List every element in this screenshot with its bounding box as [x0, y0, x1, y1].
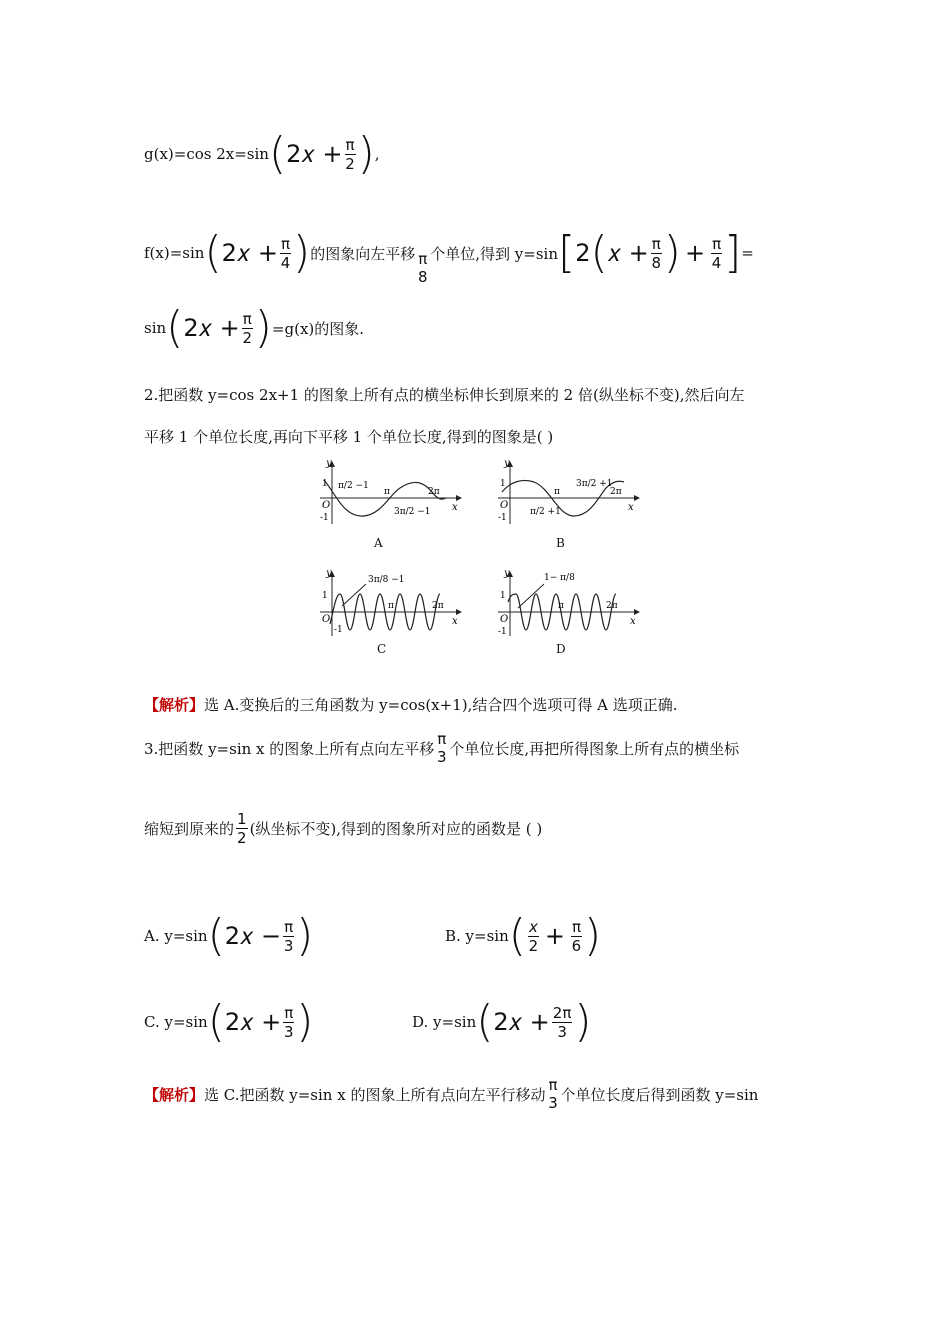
graph-c	[316, 568, 466, 638]
line2-suffix: =	[741, 244, 754, 262]
fraction-pi-over-3: π 3	[437, 730, 447, 766]
line3-prefix: sin	[144, 319, 167, 337]
expr-2x-plus: 2𝑥 +	[286, 140, 343, 168]
expr-2x-minus: 2𝑥 −	[224, 922, 282, 950]
left-paren: (	[268, 128, 287, 179]
left-paren: (	[207, 910, 225, 961]
fraction-pi-over-8: $\frac{\pi}{8}$	[651, 234, 662, 272]
origin-label: O	[500, 614, 509, 625]
tick-2pi: 2π	[610, 487, 622, 497]
annot-c: 3π/8 −1	[368, 575, 405, 585]
tick-pi: π	[384, 487, 390, 497]
option-a	[144, 910, 314, 961]
q2-text1: 2.把函数 y=cos 2x+1 的图象上所有点的横坐标伸长到原来的 2 倍(纵坐标不变),然后向左	[144, 386, 745, 404]
option-c	[144, 996, 314, 1047]
axis-x-label: x	[452, 616, 458, 627]
line1-prefix: g(x)=cos 2x=sin	[144, 145, 269, 163]
q3-text-line-1	[144, 730, 739, 766]
right-paren: )	[357, 128, 375, 179]
left-paren: (	[204, 227, 222, 278]
fraction-2pi-over-3: $\frac{2\pi}{3}$	[552, 1003, 572, 1041]
q3-text1b: 个单位长度,再把所得图象上所有点的横坐标	[449, 739, 740, 758]
expr-2x-plus: 2𝑥 +	[493, 1008, 550, 1036]
line2-prefix: f(x)=sin	[144, 244, 205, 262]
origin-label: O	[500, 500, 509, 511]
origin-label: O	[322, 500, 331, 511]
fraction-x-over-2: $\frac{x}{2}$	[528, 917, 539, 955]
tick-pi: π	[554, 487, 560, 497]
option-a-prefix: A. y=sin	[144, 927, 208, 945]
fraction-pi-over-8: π 8	[417, 250, 428, 286]
answer-tag: 【解析】	[144, 696, 205, 714]
q2-answer-text: 选 A.变换后的三角函数为 y=cos(x+1),结合四个选项可得 A 选项正确.	[204, 696, 678, 714]
line2-mid1: 的图象向左平移	[310, 244, 416, 263]
q3-text2a: 缩短到原来的	[144, 820, 235, 838]
fraction-pi-over-4: $\frac{\pi}{4}$	[280, 234, 291, 272]
solution-line-1	[144, 128, 380, 179]
annot-a2: 3π/2 −1	[394, 507, 431, 517]
tick-1: 1	[500, 479, 506, 489]
axis-x-label: x	[630, 616, 636, 627]
option-d-prefix: D. y=sin	[412, 1013, 477, 1031]
right-paren: )	[296, 996, 314, 1047]
q2-text-line-2	[144, 426, 553, 447]
fraction-pi-over-2: $\frac{\pi}{2}$	[242, 309, 252, 347]
q2-text-line-1	[144, 384, 744, 405]
annot-b1: π/2 +1	[530, 507, 561, 517]
right-paren: )	[574, 996, 592, 1047]
line3-suffix: =g(x)的图象.	[271, 319, 365, 338]
tick-neg1: -1	[498, 513, 507, 523]
axis-y-label: y	[326, 568, 332, 579]
tick-pi: π	[558, 601, 564, 611]
q3-answer	[144, 1076, 758, 1112]
graph-a-label: A	[374, 536, 383, 550]
tick-pi: π	[388, 601, 394, 611]
left-paren: (	[590, 227, 608, 278]
q2-answer	[144, 694, 678, 715]
left-bracket: [	[558, 227, 576, 278]
line2-mid2: 个单位,得到 y=sin	[430, 244, 559, 263]
option-c-prefix: C. y=sin	[144, 1013, 208, 1031]
annot-d: 1− π/8	[544, 573, 575, 583]
expr-2: 2	[575, 239, 591, 267]
fraction-pi-over-3: π 3	[548, 1076, 558, 1112]
right-bracket: ]	[724, 227, 742, 278]
right-paren: )	[663, 227, 681, 278]
tick-2pi: 2π	[432, 601, 444, 611]
left-paren: (	[476, 996, 494, 1047]
annot-a1: π/2 −1	[338, 481, 369, 491]
right-paren: )	[293, 227, 311, 278]
expr-2x-plus: 2𝑥 +	[183, 314, 240, 342]
fraction-pi-over-2: $\frac{\pi}{2}$	[345, 135, 355, 173]
tick-neg1: -1	[498, 627, 507, 637]
expr-plus: +	[544, 922, 565, 950]
origin-label: O	[322, 614, 331, 625]
graph-d-label: D	[556, 642, 566, 656]
graph-d	[494, 568, 644, 638]
expr-plus: +	[684, 239, 706, 267]
fraction-pi-over-6: $\frac{\pi}{6}$	[571, 917, 582, 955]
annot-b2: 3π/2 +1	[576, 479, 613, 489]
q3-text2b: (纵坐标不变),得到的图象所对应的函数是 ( )	[249, 820, 543, 838]
q3-text-line-2	[144, 810, 542, 847]
answer-tag: 【解析】	[144, 1085, 205, 1104]
option-b	[445, 910, 602, 961]
solution-line-2	[144, 220, 754, 286]
graph-b-label: B	[556, 536, 565, 550]
option-d	[412, 996, 592, 1047]
q2-text2: 平移 1 个单位长度,再向下平移 1 个单位长度,得到的图象是( )	[144, 428, 554, 446]
tick-2pi: 2π	[428, 487, 440, 497]
left-paren: (	[207, 996, 225, 1047]
left-paren: (	[166, 302, 184, 353]
right-paren: )	[254, 302, 272, 353]
axis-y-label: y	[326, 458, 332, 469]
axis-x-label: x	[628, 502, 634, 513]
q3-answer-a: 选 C.把函数 y=sin x 的图象上所有点向左平行移动	[204, 1085, 546, 1104]
fraction-pi-over-4: $\frac{\pi}{4}$	[711, 234, 722, 272]
q3-text1a: 3.把函数 y=sin x 的图象上所有点向左平移	[144, 739, 435, 758]
tick-neg1: -1	[320, 513, 329, 523]
right-paren: )	[296, 910, 314, 961]
option-b-prefix: B. y=sin	[445, 927, 509, 945]
axis-y-label: y	[504, 568, 510, 579]
expr-2x-plus: 2𝑥 +	[224, 1008, 282, 1036]
expr-2x-plus: 2𝑥 +	[221, 239, 279, 267]
tick-2pi: 2π	[606, 601, 618, 611]
tick-neg1: -1	[334, 625, 343, 635]
graph-b	[494, 458, 644, 528]
line1-suffix: ,	[374, 145, 380, 163]
tick-1: 1	[322, 591, 328, 601]
axis-x-label: x	[452, 502, 458, 513]
tick-1: 1	[500, 591, 506, 601]
graph-c-label: C	[377, 642, 387, 656]
axis-y-label: y	[504, 458, 510, 469]
fraction-1-over-2: $\frac{1}{2}$	[237, 810, 247, 847]
graph-a	[316, 458, 466, 528]
q3-answer-b: 个单位长度后得到函数 y=sin	[560, 1085, 759, 1104]
tick-1: 1	[322, 479, 328, 489]
right-paren: )	[583, 910, 602, 961]
fraction-pi-over-3: $\frac{\pi}{3}$	[283, 917, 294, 955]
fraction-pi-over-3: $\frac{\pi}{3}$	[283, 1003, 294, 1041]
left-paren: (	[508, 910, 526, 961]
expr-x-plus: 𝑥 +	[607, 239, 649, 267]
solution-line-3	[144, 302, 365, 353]
